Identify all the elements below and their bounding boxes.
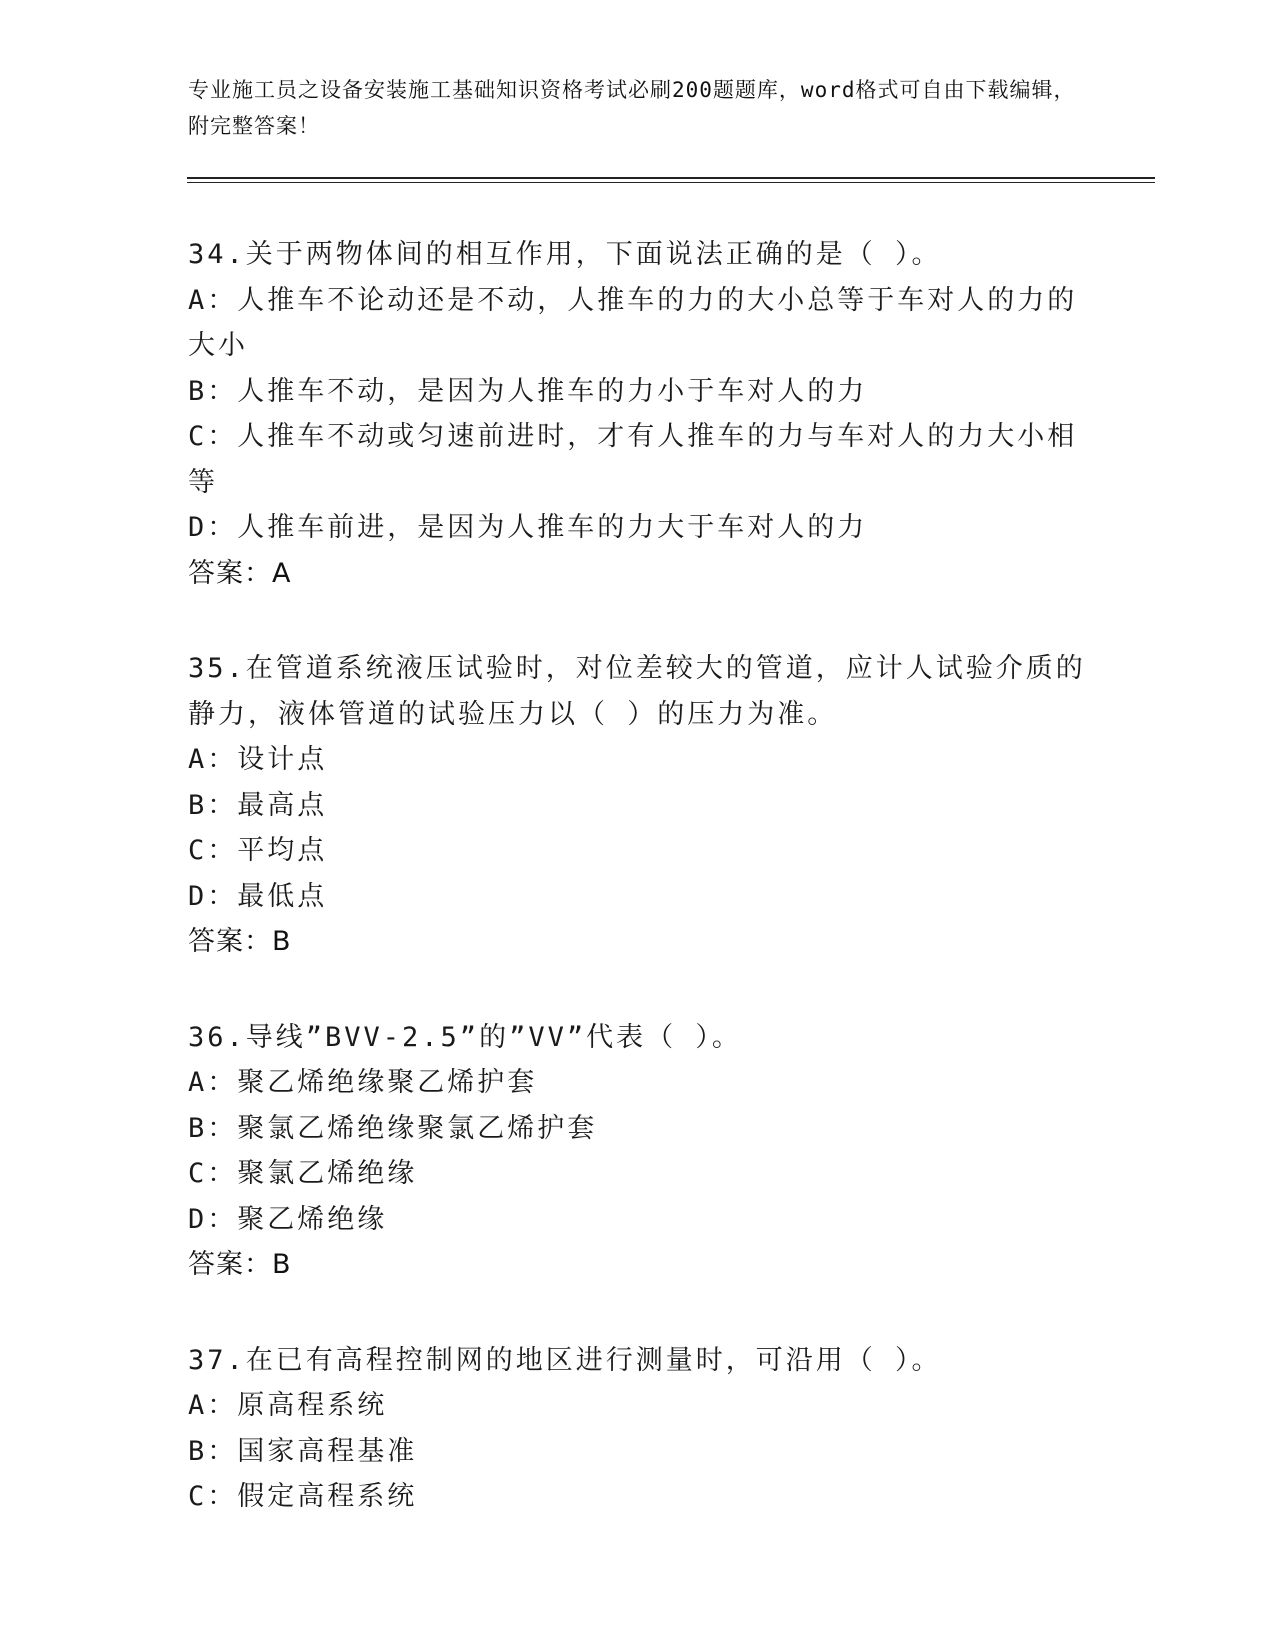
question-stem: 37.在已有高程控制网的地区进行测量时，可沿用（ ）。	[188, 1344, 942, 1376]
question-34	[188, 232, 1088, 596]
option-d: D：聚乙烯绝缘	[188, 1203, 388, 1235]
option-d: D：最低点	[188, 880, 328, 912]
option-c: C：聚氯乙烯绝缘	[188, 1158, 418, 1189]
question-35	[188, 646, 1088, 965]
header-divider-thin	[187, 182, 1155, 183]
option-a: A：人推车不论动还是不动，人推车的力的大小总等于车对人的力的大小	[188, 284, 1078, 361]
option-c: C：人推车不动或匀速前进时，才有人推车的力与车对人的力大小相等	[188, 421, 1078, 498]
question-37	[188, 1338, 1088, 1520]
option-c: C：平均点	[188, 835, 328, 866]
option-b: B：聚氯乙烯绝缘聚氯乙烯护套	[188, 1112, 598, 1144]
option-b: B：国家高程基准	[188, 1435, 418, 1467]
answer-line: 答案：B	[188, 926, 292, 957]
answer-line: 答案：A	[188, 557, 292, 589]
option-c: C：假定高程系统	[188, 1481, 418, 1512]
header-divider-thick	[187, 177, 1155, 179]
document-header: 专业施工员之设备安装施工基础知识资格考试必刷200题题库，word格式可自由下载编辑，附完整答案！	[188, 78, 1076, 138]
question-stem: 35.在管道系统液压试验时，对位差较大的管道，应计人试验介质的静力，液体管道的试验压力以（ ）的压力为准。	[188, 653, 1086, 730]
question-stem: 36.导线”BVV-2.5”的”VV”代表（ ）。	[188, 1021, 742, 1053]
option-a: A：设计点	[188, 744, 328, 775]
question-list	[188, 232, 1088, 1570]
option-b: B：最高点	[188, 789, 328, 821]
option-d: D：人推车前进，是因为人推车的力大于车对人的力	[188, 512, 868, 543]
option-a: A：聚乙烯绝缘聚乙烯护套	[188, 1067, 538, 1098]
question-36	[188, 1015, 1088, 1288]
option-b: B：人推车不动，是因为人推车的力小于车对人的力	[188, 375, 868, 407]
answer-line: 答案：B	[188, 1249, 292, 1280]
option-a: A：原高程系统	[188, 1390, 388, 1421]
question-stem: 34.关于两物体间的相互作用，下面说法正确的是（ ）。	[188, 239, 942, 270]
